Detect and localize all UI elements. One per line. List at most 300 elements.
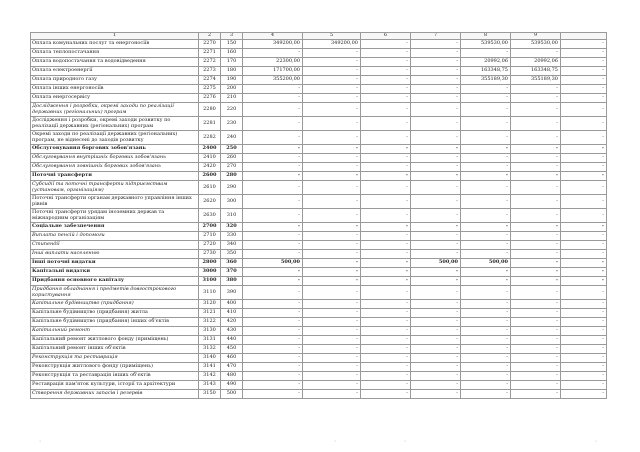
amount-cell: - <box>361 327 411 336</box>
amount-cell: - <box>411 390 461 399</box>
amount-cell: - <box>411 76 461 85</box>
line-code: 450 <box>221 345 243 354</box>
row-label: Реконструкція та реставрація <box>31 354 199 363</box>
amount-cell: - <box>361 94 411 103</box>
table-row <box>31 381 607 390</box>
amount-cell: - <box>303 67 361 76</box>
table-row <box>31 67 607 76</box>
amount-cell: - <box>561 354 607 363</box>
table-row <box>31 336 607 345</box>
amount-cell: - <box>361 372 411 381</box>
amount-cell: - <box>411 172 461 181</box>
amount-cell: - <box>561 76 607 85</box>
row-label: Обслуговування боргових зобов'язань <box>31 145 199 154</box>
amount-cell: - <box>361 163 411 172</box>
kekv-code: 2400 <box>199 145 221 154</box>
amount-cell: - <box>303 49 361 58</box>
line-code: 150 <box>221 40 243 49</box>
kekv-code: 3131 <box>199 336 221 345</box>
amount-cell: - <box>303 277 361 286</box>
amount-cell: - <box>561 163 607 172</box>
amount-cell: - <box>511 381 561 390</box>
amount-cell: - <box>303 327 361 336</box>
amount-cell: - <box>511 131 561 145</box>
amount-cell: - <box>561 327 607 336</box>
amount-cell: - <box>303 232 361 241</box>
kekv-code: 2282 <box>199 131 221 145</box>
amount-cell: - <box>561 309 607 318</box>
amount-cell: - <box>511 209 561 223</box>
amount-cell: - <box>243 195 303 209</box>
kekv-code: 3120 <box>199 300 221 309</box>
amount-cell: - <box>561 40 607 49</box>
table-row <box>31 241 607 250</box>
amount-cell: 355200,00 <box>243 76 303 85</box>
amount-cell: - <box>461 145 511 154</box>
amount-cell: 171700,00 <box>243 67 303 76</box>
amount-cell: - <box>511 327 561 336</box>
amount-cell: - <box>303 259 361 268</box>
amount-cell: - <box>361 309 411 318</box>
amount-cell: - <box>461 154 511 163</box>
line-code: 220 <box>221 103 243 117</box>
amount-cell: - <box>243 318 303 327</box>
row-label: Реконструкція та реставрація інших об'єктів <box>31 372 199 381</box>
amount-cell: - <box>511 336 561 345</box>
amount-cell: - <box>511 145 561 154</box>
table-row <box>31 154 607 163</box>
kekv-code: 2275 <box>199 85 221 94</box>
amount-cell: - <box>411 94 461 103</box>
table-row <box>31 40 607 49</box>
line-code: 360 <box>221 259 243 268</box>
line-code: 410 <box>221 309 243 318</box>
row-label: Реконструкція житлового фонду (приміщень) <box>31 363 199 372</box>
line-code: 420 <box>221 318 243 327</box>
amount-cell: - <box>411 103 461 117</box>
line-code: 270 <box>221 163 243 172</box>
amount-cell: - <box>511 286 561 300</box>
row-label: Оплата природного газу <box>31 76 199 85</box>
row-label: Капітальний ремонт інших об'єктів <box>31 345 199 354</box>
amount-cell: - <box>361 67 411 76</box>
kekv-code: 2720 <box>199 241 221 250</box>
amount-cell: - <box>561 372 607 381</box>
amount-cell: 500,00 <box>243 259 303 268</box>
amount-cell: - <box>511 181 561 195</box>
kekv-code: 2410 <box>199 154 221 163</box>
amount-cell: - <box>461 85 511 94</box>
kekv-code: 2420 <box>199 163 221 172</box>
amount-cell: - <box>303 336 361 345</box>
amount-cell: - <box>511 277 561 286</box>
table-row <box>31 354 607 363</box>
amount-cell: - <box>303 163 361 172</box>
table-row <box>31 76 607 85</box>
amount-cell: - <box>303 381 361 390</box>
amount-cell: - <box>361 381 411 390</box>
amount-cell: - <box>561 268 607 277</box>
footer-mark: ' <box>404 440 406 446</box>
amount-cell: - <box>243 223 303 232</box>
kekv-code: 3143 <box>199 381 221 390</box>
amount-cell: - <box>561 172 607 181</box>
amount-cell: - <box>461 94 511 103</box>
amount-cell: - <box>361 318 411 327</box>
amount-cell: - <box>243 336 303 345</box>
amount-cell: - <box>303 76 361 85</box>
row-label: Поточні трансферти <box>31 172 199 181</box>
amount-cell: 20992,06 <box>511 58 561 67</box>
amount-cell: - <box>361 49 411 58</box>
amount-cell: - <box>411 318 461 327</box>
amount-cell: 349200,00 <box>303 40 361 49</box>
amount-cell: - <box>561 131 607 145</box>
kekv-code: 2274 <box>199 76 221 85</box>
amount-cell: - <box>461 163 511 172</box>
line-code: 180 <box>221 67 243 76</box>
amount-cell: - <box>561 145 607 154</box>
line-code: 300 <box>221 195 243 209</box>
amount-cell: - <box>361 390 411 399</box>
amount-cell: - <box>561 154 607 163</box>
amount-cell: - <box>411 309 461 318</box>
footer-mark: ' <box>334 440 336 446</box>
amount-cell: - <box>561 58 607 67</box>
amount-cell: - <box>243 241 303 250</box>
amount-cell: - <box>303 145 361 154</box>
amount-cell: - <box>511 103 561 117</box>
amount-cell: - <box>243 354 303 363</box>
kekv-code: 2273 <box>199 67 221 76</box>
amount-cell: - <box>511 94 561 103</box>
amount-cell: - <box>561 94 607 103</box>
table-row <box>31 145 607 154</box>
amount-cell: - <box>561 300 607 309</box>
amount-cell: - <box>411 40 461 49</box>
amount-cell: - <box>303 195 361 209</box>
amount-cell: - <box>461 250 511 259</box>
amount-cell: - <box>411 277 461 286</box>
row-label: Капітальне будівництво (придбання) <box>31 300 199 309</box>
amount-cell: - <box>303 372 361 381</box>
amount-cell: 355189,30 <box>461 76 511 85</box>
amount-cell: 500,00 <box>411 259 461 268</box>
line-code: 160 <box>221 49 243 58</box>
amount-cell: - <box>461 49 511 58</box>
amount-cell: - <box>303 268 361 277</box>
amount-cell: - <box>511 172 561 181</box>
amount-cell: - <box>303 172 361 181</box>
kekv-code: 2710 <box>199 232 221 241</box>
amount-cell: - <box>461 372 511 381</box>
line-code: 290 <box>221 181 243 195</box>
amount-cell: - <box>243 163 303 172</box>
line-code: 380 <box>221 277 243 286</box>
amount-cell: - <box>303 390 361 399</box>
row-label: Оплата енергосервісу <box>31 94 199 103</box>
line-code: 490 <box>221 381 243 390</box>
amount-cell: - <box>561 345 607 354</box>
row-label: Субсидії та поточні трансферти підприємствам (установам, організаціям) <box>31 181 199 195</box>
line-code: 370 <box>221 268 243 277</box>
amount-cell: - <box>511 345 561 354</box>
column-number-cell: 3 <box>221 33 243 40</box>
amount-cell: - <box>561 85 607 94</box>
amount-cell: - <box>303 363 361 372</box>
table-row <box>31 318 607 327</box>
table-row <box>31 277 607 286</box>
column-number-cell: 4 <box>243 33 303 40</box>
amount-cell: - <box>461 103 511 117</box>
row-label: Створення державних запасів і резервів <box>31 390 199 399</box>
kekv-code: 2272 <box>199 58 221 67</box>
kekv-code: 2276 <box>199 94 221 103</box>
amount-cell: - <box>411 145 461 154</box>
amount-cell: - <box>303 117 361 131</box>
line-code: 500 <box>221 390 243 399</box>
line-code: 400 <box>221 300 243 309</box>
amount-cell: - <box>361 286 411 300</box>
kekv-code: 3121 <box>199 309 221 318</box>
line-code: 350 <box>221 250 243 259</box>
kekv-code: 2620 <box>199 195 221 209</box>
amount-cell: - <box>243 277 303 286</box>
line-code: 190 <box>221 76 243 85</box>
amount-cell: - <box>511 390 561 399</box>
amount-cell: - <box>561 181 607 195</box>
amount-cell: - <box>411 154 461 163</box>
line-code: 480 <box>221 372 243 381</box>
amount-cell: - <box>511 85 561 94</box>
amount-cell: - <box>461 172 511 181</box>
kekv-code: 3100 <box>199 277 221 286</box>
amount-cell: - <box>361 300 411 309</box>
line-code: 340 <box>221 241 243 250</box>
kekv-code: 2271 <box>199 49 221 58</box>
amount-cell: - <box>361 154 411 163</box>
amount-cell: - <box>243 209 303 223</box>
table-row <box>31 117 607 131</box>
amount-cell: - <box>243 85 303 94</box>
row-label: Придбання основного капіталу <box>31 277 199 286</box>
amount-cell: - <box>243 286 303 300</box>
kekv-code: 2270 <box>199 40 221 49</box>
amount-cell: - <box>361 195 411 209</box>
amount-cell: - <box>243 94 303 103</box>
kekv-code: 3140 <box>199 354 221 363</box>
kekv-code: 3132 <box>199 345 221 354</box>
report-sheet <box>30 32 606 399</box>
amount-cell: - <box>303 154 361 163</box>
amount-cell: - <box>561 363 607 372</box>
amount-cell: - <box>461 309 511 318</box>
kekv-code: 3130 <box>199 327 221 336</box>
kekv-code: 3142 <box>199 372 221 381</box>
amount-cell: - <box>303 223 361 232</box>
amount-cell: - <box>303 300 361 309</box>
amount-cell: - <box>561 103 607 117</box>
table-row <box>31 259 607 268</box>
line-code: 330 <box>221 232 243 241</box>
amount-cell: - <box>243 372 303 381</box>
column-number-cell: 2 <box>199 33 221 40</box>
amount-cell: - <box>461 354 511 363</box>
line-code: 210 <box>221 94 243 103</box>
amount-cell: - <box>461 117 511 131</box>
line-code: 170 <box>221 58 243 67</box>
table-row <box>31 223 607 232</box>
amount-cell: - <box>303 345 361 354</box>
table-row <box>31 131 607 145</box>
amount-cell: - <box>461 300 511 309</box>
row-label: Інші поточні видатки <box>31 259 199 268</box>
line-code: 260 <box>221 154 243 163</box>
amount-cell: - <box>561 209 607 223</box>
kekv-code: 3150 <box>199 390 221 399</box>
amount-cell: - <box>461 336 511 345</box>
amount-cell: - <box>411 195 461 209</box>
row-label: Придбання обладнання і предметів довгострокового користування <box>31 286 199 300</box>
amount-cell: - <box>361 277 411 286</box>
table-row <box>31 345 607 354</box>
amount-cell: - <box>461 223 511 232</box>
amount-cell: - <box>411 131 461 145</box>
amount-cell: - <box>303 250 361 259</box>
line-code: 250 <box>221 145 243 154</box>
amount-cell: - <box>243 103 303 117</box>
amount-cell: - <box>361 232 411 241</box>
amount-cell: - <box>361 40 411 49</box>
amount-cell: - <box>361 363 411 372</box>
line-code: 200 <box>221 85 243 94</box>
amount-cell: - <box>411 372 461 381</box>
amount-cell: - <box>361 181 411 195</box>
amount-cell: - <box>511 268 561 277</box>
line-code: 460 <box>221 354 243 363</box>
amount-cell: - <box>303 209 361 223</box>
amount-cell: 20992,06 <box>461 58 511 67</box>
amount-cell: - <box>411 300 461 309</box>
column-number-cell: 1 <box>31 33 199 40</box>
amount-cell: - <box>461 241 511 250</box>
amount-cell: - <box>411 345 461 354</box>
table-row <box>31 209 607 223</box>
amount-cell: - <box>411 250 461 259</box>
amount-cell: - <box>243 327 303 336</box>
amount-cell: - <box>561 286 607 300</box>
amount-cell: - <box>511 49 561 58</box>
amount-cell: - <box>411 117 461 131</box>
table-row <box>31 195 607 209</box>
row-label: Дослідження і розробки, окремі заходи розвитку по реалізації державних (регіональних) програм <box>31 117 199 131</box>
amount-cell: - <box>361 268 411 277</box>
amount-cell: - <box>461 363 511 372</box>
amount-cell: - <box>243 309 303 318</box>
kekv-code: 2281 <box>199 117 221 131</box>
row-label: Поточні трансферти урядам іноземних держав та міжнародним організаціям <box>31 209 199 223</box>
row-label: Інші виплати населенню <box>31 250 199 259</box>
kekv-code: 2730 <box>199 250 221 259</box>
table-row <box>31 250 607 259</box>
amount-cell: - <box>361 58 411 67</box>
amount-cell: - <box>303 181 361 195</box>
table-row <box>31 286 607 300</box>
amount-cell: - <box>411 209 461 223</box>
table-row <box>31 85 607 94</box>
amount-cell: - <box>361 223 411 232</box>
amount-cell: - <box>511 195 561 209</box>
amount-cell: - <box>361 250 411 259</box>
amount-cell: - <box>243 232 303 241</box>
amount-cell: - <box>303 131 361 145</box>
amount-cell: - <box>411 85 461 94</box>
kekv-code: 2800 <box>199 259 221 268</box>
table-row <box>31 309 607 318</box>
amount-cell: - <box>243 345 303 354</box>
amount-cell: - <box>411 336 461 345</box>
amount-cell: - <box>411 363 461 372</box>
amount-cell: - <box>243 381 303 390</box>
row-label: Виплата пенсій і допомоги <box>31 232 199 241</box>
amount-cell: 500,00 <box>461 259 511 268</box>
table-row <box>31 232 607 241</box>
amount-cell: - <box>303 103 361 117</box>
table-row <box>31 327 607 336</box>
amount-cell: - <box>511 154 561 163</box>
amount-cell: - <box>303 309 361 318</box>
row-label: Оплата комунальних послуг та енергоносіїв <box>31 40 199 49</box>
amount-cell: - <box>511 372 561 381</box>
amount-cell: - <box>411 67 461 76</box>
amount-cell: - <box>561 277 607 286</box>
amount-cell: 355189,30 <box>511 76 561 85</box>
line-code: 310 <box>221 209 243 223</box>
amount-cell: - <box>361 76 411 85</box>
amount-cell: - <box>461 181 511 195</box>
row-label: Оплата електроенергії <box>31 67 199 76</box>
line-code: 430 <box>221 327 243 336</box>
amount-cell: - <box>511 232 561 241</box>
amount-cell: - <box>511 318 561 327</box>
amount-cell: - <box>561 336 607 345</box>
amount-cell: - <box>361 117 411 131</box>
column-number-cell <box>561 33 607 40</box>
amount-cell: - <box>303 94 361 103</box>
amount-cell: - <box>361 103 411 117</box>
amount-cell: - <box>243 172 303 181</box>
amount-cell: - <box>461 232 511 241</box>
row-label: Оплата інших енергоносіїв <box>31 85 199 94</box>
amount-cell: 539530,00 <box>511 40 561 49</box>
amount-cell: - <box>561 259 607 268</box>
amount-cell: - <box>561 241 607 250</box>
column-number-cell: 8 <box>461 33 511 40</box>
row-label: Соціальне забезпечення <box>31 223 199 232</box>
line-code: 470 <box>221 363 243 372</box>
amount-cell: 539530,00 <box>461 40 511 49</box>
table-row <box>31 49 607 58</box>
amount-cell: - <box>561 381 607 390</box>
kekv-code: 3122 <box>199 318 221 327</box>
table-row <box>31 300 607 309</box>
table-row <box>31 372 607 381</box>
amount-cell: - <box>361 354 411 363</box>
amount-cell: - <box>411 232 461 241</box>
footer-mark: ' <box>39 440 41 446</box>
row-label: Капітальний ремонт житлового фонду (приміщень) <box>31 336 199 345</box>
table-row <box>31 58 607 67</box>
